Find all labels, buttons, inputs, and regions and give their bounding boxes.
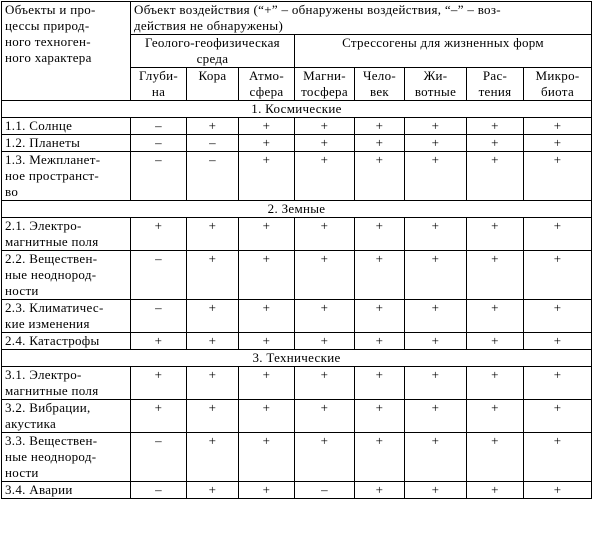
cell-value: – xyxy=(131,300,187,333)
cell-value: – xyxy=(295,482,355,499)
section-title: 2. Земные xyxy=(2,201,592,218)
section-title: 3. Технические xyxy=(2,350,592,367)
table-row xyxy=(2,300,592,333)
row-name: 2.3. Климатичес- кие изменения xyxy=(2,300,131,333)
table-row xyxy=(2,118,592,135)
col-depth: Глуби- на xyxy=(131,68,187,101)
cell-value: + xyxy=(524,152,592,201)
cell-value: – xyxy=(131,433,187,482)
row-name: 3.2. Вибрации, акустика xyxy=(2,400,131,433)
cell-value: + xyxy=(187,482,239,499)
cell-value: + xyxy=(131,333,187,350)
cell-value: + xyxy=(355,300,405,333)
stress-group-header: Стрессогены для жизненных форм xyxy=(295,35,592,68)
cell-value: + xyxy=(405,300,467,333)
cell-value: + xyxy=(524,118,592,135)
row-name: 3.1. Электро- магнитные поля xyxy=(2,367,131,400)
section-title: 1. Космические xyxy=(2,101,592,118)
cell-value: + xyxy=(355,400,405,433)
cell-value: + xyxy=(467,482,524,499)
impact-table xyxy=(1,1,592,499)
cell-value: + xyxy=(524,482,592,499)
table-row xyxy=(2,333,592,350)
cell-value: + xyxy=(467,333,524,350)
cell-value: + xyxy=(355,482,405,499)
col-magnetosphere: Магни- тосфера xyxy=(295,68,355,101)
col-atmosphere: Атмо- сфера xyxy=(239,68,295,101)
impact-header: Объект воздействия (“+” – обнаружены воздействия, “–” – воз- действия не обнаружены) xyxy=(131,2,592,35)
cell-value: + xyxy=(355,118,405,135)
cell-value: + xyxy=(355,251,405,300)
section-row xyxy=(2,101,592,118)
cell-value: + xyxy=(405,482,467,499)
row-name: 1.2. Планеты xyxy=(2,135,131,152)
cell-value: + xyxy=(524,333,592,350)
cell-value: + xyxy=(187,251,239,300)
cell-value: + xyxy=(239,118,295,135)
cell-value: + xyxy=(405,333,467,350)
row-name: 2.2. Веществен- ные неоднород- ности xyxy=(2,251,131,300)
cell-value: + xyxy=(187,433,239,482)
cell-value: + xyxy=(239,135,295,152)
cell-value: + xyxy=(239,152,295,201)
cell-value: + xyxy=(524,433,592,482)
row-name: 2.4. Катастрофы xyxy=(2,333,131,350)
cell-value: + xyxy=(239,218,295,251)
table-row xyxy=(2,218,592,251)
cell-value: + xyxy=(524,218,592,251)
cell-value: – xyxy=(131,482,187,499)
cell-value: + xyxy=(405,135,467,152)
cell-value: + xyxy=(187,218,239,251)
cell-value: + xyxy=(405,433,467,482)
cell-value: + xyxy=(467,118,524,135)
cell-value: + xyxy=(295,118,355,135)
cell-value: + xyxy=(467,300,524,333)
cell-value: + xyxy=(187,118,239,135)
cell-value: + xyxy=(295,400,355,433)
cell-value: + xyxy=(467,251,524,300)
cell-value: + xyxy=(295,218,355,251)
cell-value: + xyxy=(187,400,239,433)
row-name: 2.1. Электро- магнитные поля xyxy=(2,218,131,251)
cell-value: + xyxy=(355,135,405,152)
cell-value: – xyxy=(187,135,239,152)
table-row xyxy=(2,251,592,300)
col-plants: Рас- тения xyxy=(467,68,524,101)
cell-value: – xyxy=(131,152,187,201)
cell-value: + xyxy=(524,400,592,433)
table-body xyxy=(2,101,592,499)
cell-value: + xyxy=(131,218,187,251)
section-row xyxy=(2,350,592,367)
cell-value: + xyxy=(131,367,187,400)
col-human: Чело- век xyxy=(355,68,405,101)
table-row xyxy=(2,433,592,482)
cell-value: + xyxy=(187,300,239,333)
cell-value: + xyxy=(295,367,355,400)
cell-value: + xyxy=(239,251,295,300)
cell-value: + xyxy=(295,152,355,201)
cell-value: – xyxy=(131,118,187,135)
cell-value: + xyxy=(239,482,295,499)
table-row xyxy=(2,135,592,152)
cell-value: + xyxy=(239,300,295,333)
cell-value: + xyxy=(467,433,524,482)
col-crust: Кора xyxy=(187,68,239,101)
cell-value: + xyxy=(131,400,187,433)
col-microbiota: Микро- биота xyxy=(524,68,592,101)
cell-value: + xyxy=(239,367,295,400)
col-animals: Жи- вотные xyxy=(405,68,467,101)
cell-value: + xyxy=(467,400,524,433)
table-row xyxy=(2,152,592,201)
cell-value: + xyxy=(239,433,295,482)
cell-value: + xyxy=(295,251,355,300)
cell-value: + xyxy=(355,333,405,350)
cell-value: + xyxy=(295,135,355,152)
cell-value: + xyxy=(405,152,467,201)
cell-value: + xyxy=(405,218,467,251)
section-row xyxy=(2,201,592,218)
cell-value: + xyxy=(467,135,524,152)
cell-value: + xyxy=(239,333,295,350)
table-row xyxy=(2,400,592,433)
cell-value: – xyxy=(131,135,187,152)
geo-group-header: Геолого-геофизическая среда xyxy=(131,35,295,68)
cell-value: + xyxy=(187,367,239,400)
cell-value: + xyxy=(524,251,592,300)
cell-value: + xyxy=(524,135,592,152)
cell-value: – xyxy=(187,152,239,201)
cell-value: + xyxy=(467,218,524,251)
cell-value: – xyxy=(131,251,187,300)
cell-value: + xyxy=(187,333,239,350)
cell-value: + xyxy=(355,152,405,201)
row-name: 3.4. Аварии xyxy=(2,482,131,499)
cell-value: + xyxy=(524,367,592,400)
cell-value: + xyxy=(405,367,467,400)
table-header xyxy=(2,2,592,101)
cell-value: + xyxy=(355,433,405,482)
row-name: 1.3. Межпланет- ное пространст- во xyxy=(2,152,131,201)
cell-value: + xyxy=(405,118,467,135)
cell-value: + xyxy=(405,400,467,433)
cell-value: + xyxy=(467,152,524,201)
objects-header: Объекты и про- цессы природ- ного техноген- ного характера xyxy=(2,2,131,101)
table-row xyxy=(2,482,592,499)
table-row xyxy=(2,367,592,400)
cell-value: + xyxy=(239,400,295,433)
cell-value: + xyxy=(524,300,592,333)
cell-value: + xyxy=(405,251,467,300)
cell-value: + xyxy=(355,367,405,400)
cell-value: + xyxy=(355,218,405,251)
cell-value: + xyxy=(295,333,355,350)
cell-value: + xyxy=(467,367,524,400)
row-name: 3.3. Веществен- ные неоднород- ности xyxy=(2,433,131,482)
row-name: 1.1. Солнце xyxy=(2,118,131,135)
cell-value: + xyxy=(295,433,355,482)
cell-value: + xyxy=(295,300,355,333)
